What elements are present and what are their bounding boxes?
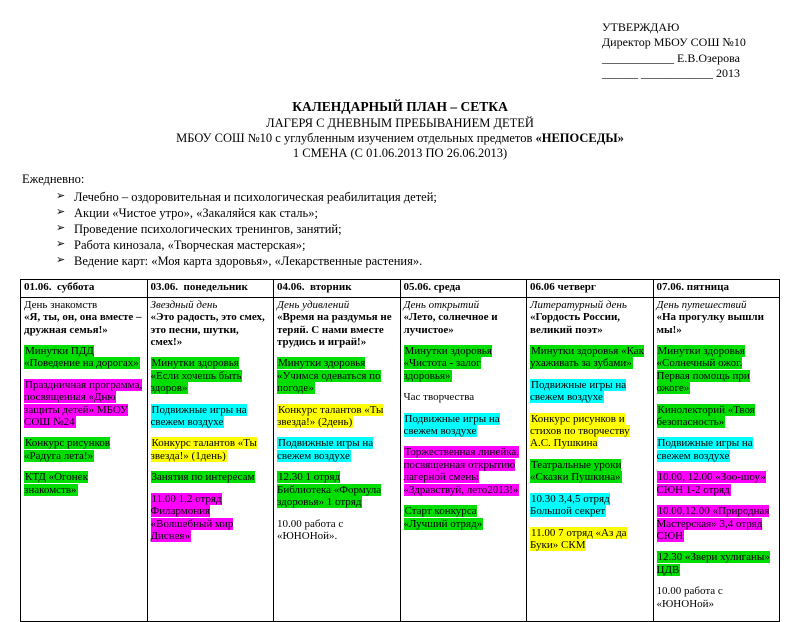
- arrow-bullet-icon: ➢: [56, 205, 66, 218]
- schedule-item: [277, 471, 397, 508]
- schedule-item-text: Праздничная программа, посвященная «Дню защиты детей» МБОУ СОШ №24: [24, 378, 143, 429]
- schedule-item-text: Минутки здоровья «Чистота - залог здоровья»: [403, 344, 492, 382]
- day-column-1: [147, 297, 274, 621]
- day-motto: «На прогулку вышли мы!»: [656, 311, 764, 336]
- schedule-item: [657, 404, 777, 429]
- daily-item-text: Ведение карт: «Моя карта здоровья», «Лекарственные растения».: [74, 253, 423, 268]
- day-theme: День удивлений: [277, 298, 350, 311]
- schedule-item-text: Минутки здоровья «Если хочешь быть здоров»: [150, 357, 242, 395]
- schedule-item-text: Минутки ПДД «Поведение на дорогах»: [24, 344, 139, 370]
- schedule-item: [657, 471, 777, 496]
- schedule-item: [404, 505, 524, 530]
- schedule-item: [530, 413, 650, 450]
- daily-item-text: Работа кинозала, «Творческая мастерская»;: [74, 237, 306, 252]
- schedule-item-text: Театральные уроки «Сказки Пушкина»: [530, 458, 622, 484]
- schedule-item: [530, 459, 650, 484]
- schedule-item: [530, 345, 650, 370]
- day-motto: «Это радость, это смех, это песни, шутки, смех!»: [150, 311, 265, 348]
- daily-item: [20, 205, 780, 221]
- approval-director-line: Директор МБОУ СОШ №10: [602, 35, 746, 50]
- arrow-bullet-icon: ➢: [56, 221, 66, 234]
- daily-item: [20, 189, 780, 205]
- daily-label: Ежедневно:: [22, 171, 85, 186]
- schedule-item: [277, 437, 397, 462]
- schedule-item-text: Подвижные игры на свежем воздухе: [656, 437, 753, 462]
- day-header-4: 06.06 четверг: [527, 279, 654, 297]
- schedule-item-text: Подвижные игры на свежем воздухе: [277, 437, 374, 462]
- schedule-item: [151, 404, 271, 429]
- schedule-item: [151, 493, 271, 543]
- arrow-bullet-icon: ➢: [56, 253, 66, 266]
- day-column-4: [527, 297, 654, 621]
- schedule-item: [24, 471, 144, 496]
- schedule-item: [657, 585, 777, 610]
- day-theme: День открытий: [403, 298, 480, 311]
- day-header-3: 05.06. среда: [400, 279, 527, 297]
- day-theme: Звездный день: [150, 298, 218, 311]
- schedule-item: [530, 379, 650, 404]
- daily-item: [20, 237, 780, 253]
- schedule-item: [151, 357, 271, 394]
- schedule-item: [277, 357, 397, 394]
- schedule-item: [404, 345, 524, 382]
- schedule-item-text: Занятия по интересам: [151, 471, 255, 484]
- day-motto: «Лето, солнечное и лучистое»: [403, 311, 498, 336]
- day-theme: Литературный день: [530, 298, 627, 311]
- daily-item-text: Акции «Чистое утро», «Закаляйся как сталь»;: [74, 205, 318, 220]
- title-block: [20, 99, 780, 161]
- daily-item-text: Лечебно – оздоровительная и психологическая реабилитация детей;: [74, 189, 437, 204]
- schedule-item: [277, 404, 397, 429]
- day-theme: День путешествий: [656, 298, 747, 311]
- schedule-item-text: Подвижные игры на свежем воздухе: [150, 403, 247, 429]
- schedule-item-text: 11.00 7 отряд «Аз да Буки» СКМ: [530, 526, 627, 551]
- schedule-body: [21, 297, 780, 621]
- title-subtitle-1: ЛАГЕРЯ С ДНЕВНЫМ ПРЕБЫВАНИЕМ ДЕТЕЙ: [266, 115, 534, 130]
- schedule-item-text: Торжественная линейка, посвященная открытию лагерной смены «Здравствуй, лето2013!»: [403, 446, 520, 496]
- schedule-item-text: 10.30 3,4,5 отряд Большой секрет: [530, 492, 610, 518]
- schedule-item-text: Конкурс рисунков «Радуга лета!»: [24, 437, 110, 462]
- daily-item-text: Проведение психологических тренингов, занятий;: [74, 221, 342, 236]
- schedule-item-text: 10.00 работа с «ЮНОНой».: [277, 517, 344, 542]
- daily-section: [20, 172, 780, 269]
- day-header-0: 01.06. суббота: [21, 279, 148, 297]
- arrow-bullet-icon: ➢: [56, 237, 66, 250]
- schedule-table: [20, 279, 780, 622]
- day-theme: День знакомств: [24, 298, 98, 311]
- schedule-item-text: Подвижные игры на свежем воздухе: [403, 412, 500, 438]
- schedule-item-text: Минутки здоровья «Как ухаживать за зубами»: [530, 344, 645, 370]
- day-column-2: [274, 297, 401, 621]
- title-subtitle-2: [20, 131, 780, 146]
- approval-block: [602, 20, 780, 81]
- day-column-5: [653, 297, 780, 621]
- schedule-item-text: Конкурс рисунков и стихов по творчеству А.С. Пушкина: [530, 412, 630, 450]
- arrow-bullet-icon: ➢: [56, 189, 66, 202]
- schedule-item: [404, 413, 524, 438]
- schedule-header: [21, 279, 780, 297]
- schedule-item-text: Конкурс талантов «Ты звезда!» (1день): [150, 437, 257, 462]
- schedule-item: [404, 391, 524, 403]
- shift-dates-line: 1 СМЕНА (С 01.06.2013 ПО 26.06.2013): [292, 146, 508, 161]
- schedule-item-text: Час творчества: [403, 391, 475, 404]
- schedule-item-text: Старт конкурса «Лучший отряд»: [403, 505, 483, 530]
- day-column-0: [21, 297, 148, 621]
- schedule-item: [657, 551, 777, 576]
- day-motto: «Время на раздумья не теряй. С нами вместе трудись и играй!»: [277, 311, 392, 348]
- schedule-item: [151, 471, 271, 483]
- schedule-item-text: Минутки здоровья «Солнечный ожог. Первая помощь при ожоге»: [656, 344, 750, 395]
- day-header-5: 07.06. пятница: [653, 279, 780, 297]
- schedule-item-text: Минутки здоровья «Учимся одеваться по погоде»: [277, 357, 381, 395]
- approval-signature-line: ____________ Е.В.Озерова: [602, 50, 740, 65]
- schedule-item: [530, 527, 650, 552]
- schedule-item: [277, 518, 397, 543]
- approval-heading: УТВЕРЖДАЮ: [602, 20, 680, 34]
- day-header-2: 04.06. вторник: [274, 279, 401, 297]
- schedule-item-text: Конкурс талантов «Ты звезда!» (2день): [277, 403, 384, 429]
- daily-list: [20, 189, 780, 269]
- schedule-item-text: 11.00 1,2 отряд Филармония «Волшебный мир Диснея»: [150, 492, 234, 542]
- schedule-item: [24, 437, 144, 462]
- schedule-item: [657, 345, 777, 395]
- schedule-item-text: 12.30 «Звери хулиганы» ЦДВ: [656, 551, 770, 576]
- day-header-1: 03.06. понедельник: [147, 279, 274, 297]
- document-title: КАЛЕНДАРНЫЙ ПЛАН – СЕТКА: [292, 99, 508, 115]
- day-motto: «Гордость России, великий поэт»: [530, 311, 621, 336]
- day-motto: «Я, ты, он, она вместе – дружная семья!»: [24, 311, 142, 336]
- schedule-item-text: 10.00 работа с «ЮНОНой»: [656, 585, 723, 610]
- schedule-item-text: КТД «Огонек знакомств»: [24, 471, 88, 496]
- schedule-item-text: Кинолекторий «Твоя безопасность»: [656, 403, 755, 429]
- schedule-item-text: 10.00, 12.00 «Зоо-шоу» СЮН 1-2 отряд: [656, 471, 766, 496]
- school-name-text: МБОУ СОШ №10 с углубленным изучением отдельных предметов: [176, 131, 536, 146]
- approval-date-line: ______ ____________ 2013: [602, 66, 740, 81]
- schedule-item: [404, 446, 524, 496]
- day-column-3: [400, 297, 527, 621]
- schedule-item: [24, 345, 144, 370]
- schedule-item-text: 12.30 1 отряд Библиотека «Формула здоровья» 1 отряд: [277, 471, 382, 509]
- daily-item: [20, 221, 780, 237]
- schedule-item: [24, 379, 144, 429]
- schedule-item: [657, 437, 777, 462]
- schedule-item: [530, 493, 650, 518]
- camp-name: «НЕПОСЕДЫ»: [535, 131, 624, 146]
- schedule-item-text: Подвижные игры на свежем воздухе: [530, 378, 627, 404]
- daily-item: [20, 253, 780, 269]
- schedule-item: [151, 437, 271, 462]
- schedule-item: [657, 505, 777, 542]
- schedule-item-text: 10.00,12.00 «Природная Мастерская» 3,4 отряд СЮН: [656, 505, 770, 542]
